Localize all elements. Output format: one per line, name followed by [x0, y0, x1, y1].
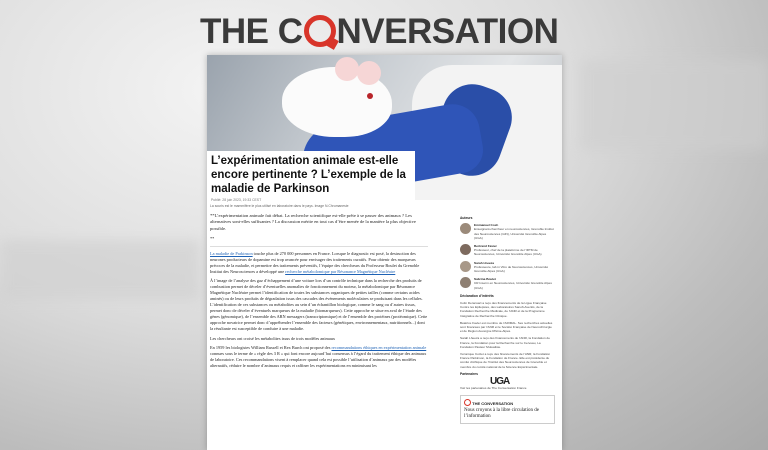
author-description: Professeur, chef de la plateforme de l’IRTM de Neurosciences, Université Grenoble Alpes (UGA) [474, 248, 542, 257]
article-body [210, 213, 428, 373]
blurred-background-shape [0, 240, 200, 300]
author-card[interactable] [460, 244, 555, 257]
authors-heading: Auteurs [460, 216, 473, 220]
newsletter-text: Nous croyons à la libre circulation de l’information [464, 407, 539, 419]
speech-bubble-icon [304, 15, 336, 47]
metabolomics-link[interactable]: recherche métabolomique par Résonance Magnétique Nucléaire [285, 268, 396, 274]
newsletter-box [460, 395, 555, 424]
disclosure-text: Sarah Lheeza a reçu des financements de l’ANR, la Fondation de France, la Fondation pour la Recherche sur le Cerveau, La Fondation Pasteur Mutualiste. [460, 336, 550, 349]
article-lead: **L’expérimentation animale fait débat. La recherche scientifique est-elle prête à se passer des animaux ? Les alternatives sont-elles suffisantes ? La discussion mérite en tout cas d’être menée de la manière la plus objective possible. [210, 213, 416, 231]
author-name: Sarah Lheeza [474, 260, 494, 265]
avatar [460, 277, 471, 288]
publish-date: Publié: 28 juin 2023, 19:33 CEST [211, 198, 262, 202]
paragraph-3: Les chercheurs ont croisé les métabolites issus de trois modèles animaux [210, 335, 336, 341]
author-name: Sabrina Boulet [474, 277, 496, 282]
lead-end-marker: ** [210, 235, 215, 241]
disclosure-heading: Déclaration d’intérêts [460, 293, 494, 298]
image-caption: La souris est le mammifère le plus utilisé en laboratoire dans le pays. Image N.Chrumanesie [210, 204, 349, 208]
paragraph-2: À l’image de l’analyse des gaz d’échappement d’une voiture lors d’un contrôle technique dans la recherche des produits de combustion permet de déceler d’éventuelles anomalies de fonctionnement du moteur, la métabolomique par Résonance Magnétique Nucléaire permet l’identification de toutes les substances organiques de petites tailles (comme certains acides aminés) ou de leurs produits de dégradation issus des cascades des événements moléculaires se produisant dans les cellules. L’identification de ces substances ou métabolites au sein d’un échantillon biologique, comme le sang ou d’autres tissus, permet donc de déceler d’éventuels marqueurs de la maladie (biomarqueurs). Cette approche se situe en aval de l’étude des gènes (génomique), de l’ensemble des ARN messagers (transcriptomique) et de l’ensemble des protéines (protéomique). Cette approche novatrice permet donc d’appréhender l’ensemble des facteurs (génétiques, environnementaux, nutritionnels...) dont la résultante est susceptible de conduire à une maladie. [210, 278, 428, 331]
mouse-ear-shape [357, 61, 381, 85]
author-card[interactable] [460, 261, 555, 274]
author-description: Professeure, lab in Vitro de Neurosciences, Université Grenoble Alpes (UGA) [474, 264, 549, 274]
article-title-box [207, 151, 415, 204]
newsletter-logo-text: THE CONVERSATION [472, 400, 514, 406]
paragraph-1 [210, 251, 428, 275]
partners-link[interactable]: Voir les partenaires de The Conversation France [460, 386, 527, 391]
author-card[interactable] [460, 277, 555, 290]
parkinson-link[interactable]: La maladie de Parkinson [210, 250, 253, 256]
paragraph-4 [210, 345, 428, 369]
logo-text-start: THE C [200, 12, 303, 51]
disclosure-text: Véronique Coizet a reçu des financements de l’ANR, la Fondation France Parkinson, la Fondation de France. Elle est présidente du comité d’éthique de l’Institut des Neurosciences de Grenoble et membre du comité national de la Science Expérimentale. [460, 352, 551, 369]
author-name: Bertrand Favier [474, 244, 497, 249]
the-conversation-logo [200, 12, 570, 52]
mouse-ear-shape [335, 57, 359, 81]
partners-heading: Partenaires [460, 371, 478, 376]
partner-logo[interactable]: UGA [490, 376, 510, 388]
avatar [460, 223, 471, 234]
sidebar [460, 213, 555, 424]
ethics-link[interactable]: recommandations éthiques en expérimentation animale [331, 345, 427, 351]
article-page [207, 55, 562, 450]
mouse-eye-shape [367, 93, 373, 99]
paragraph-4-text-b: connues sous le terme de « règle des 3 R » qui font encore aujourd’hui consensus à l’égard du traitement éthique des animaux de laboratoire. Ces recommandations visent à remplacer quand cela est possible l’utilisation d’animaux par des modèles alternatifs, réduire le nombre d’animaux requis et raffiner les expérimentations en minimisant les [210, 351, 427, 369]
author-card[interactable] [460, 223, 555, 240]
author-name: Emmanuel Cosh [474, 223, 499, 228]
disclosure-text: Colin Deransart a reçu des financements de la Ligue Française Contre les Epilepsies, des Laboratoires Sanofi-Aventis, de la Fondation Recherche Médicale, de l’ANR et de la Programme Intégrative de Recherche Clinique. [460, 301, 547, 318]
author-description: CR Inserm en Neurosciences, Université Grenoble Alpes (UGA) [474, 281, 552, 290]
avatar [460, 261, 471, 272]
paragraph-4-text-a: En 1959 les biologistes William Russell et Rex Burch ont proposé des [210, 345, 332, 351]
avatar [460, 244, 471, 255]
article-title: L’expérimentation animale est-elle encore pertinente ? L’exemple de la maladie de Parkinson [211, 155, 406, 195]
blurred-background-shape [580, 60, 768, 150]
paragraph-1-text: touche plus de 270 000 personnes en France. Lorsque le diagnostic est posé, la destruction des neurones producteurs de dopamine est trop avancée pour envisager des traitements curatifs. Pour obtenir des marqueurs précoces de la maladie, et permettre des traitements préventifs, l’équipe des chercheurs du Professeur Boulet du Grenoble Institut des Neurosciences a développé une [210, 250, 420, 274]
logo-text-end: NVERSATION [336, 12, 559, 51]
divider [210, 246, 428, 247]
speech-bubble-icon [464, 399, 471, 406]
newsletter-logo [464, 399, 551, 406]
disclosure-text: Béatrice Favier est membre de l’ARIMAL. Ses recherches actuelles sont financées par l’ANR et le Société Française de Neurochirurgie et de Région Auvergne Rhône-Alpes. [460, 320, 553, 334]
author-description: Enseignant-chercheur en neurosciences, Grenoble Institut des Neurosciences (GIN), Université Grenoble Alpes (UGA) [474, 227, 554, 240]
